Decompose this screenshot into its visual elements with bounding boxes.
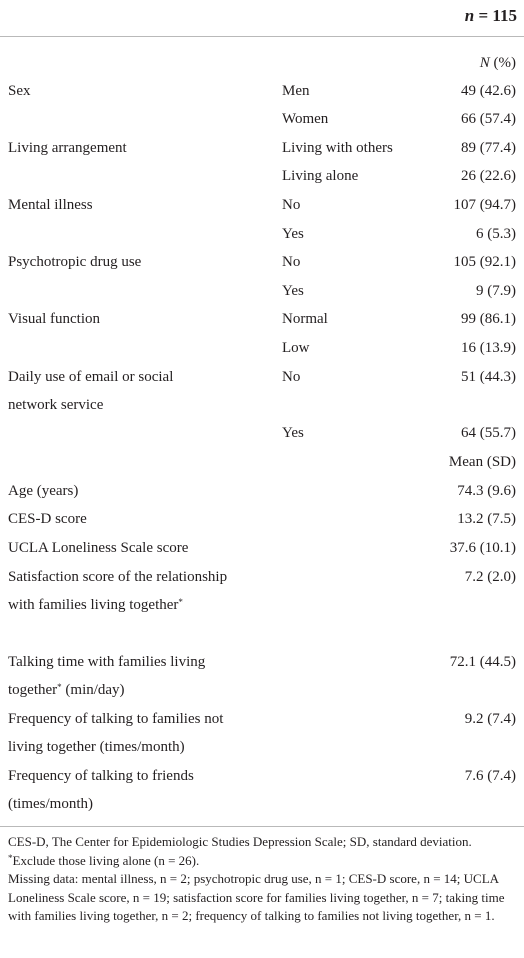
variable-label: Psychotropic drug use: [8, 254, 142, 270]
variable-label: Frequency of talking to friends (times/month): [8, 768, 194, 812]
table-row: [0, 277, 524, 305]
table-row: [0, 220, 524, 248]
table-row: [0, 305, 524, 333]
level-label: Men: [282, 83, 310, 99]
table-row: [0, 534, 524, 562]
sample-size: n = 115: [464, 6, 517, 25]
table-row: [0, 705, 524, 761]
variable-label: Sex: [8, 83, 31, 99]
missing-data-note: Missing data: mental illness, n = 2; psychotropic drug use, n = 1; CES-D score, n = 14; UCLA Loneliness Scale score, n = 19; satisfaction score for families living together, n = 7; taking time with families living together, n = 2; frequency of talking to families not living together, n = 1.: [8, 871, 505, 923]
level-label: Yes: [282, 226, 304, 242]
value-cell: 37.6 (10.1): [449, 540, 516, 556]
table-row: [0, 334, 524, 362]
level-label: Normal: [282, 311, 328, 327]
footnote-marker: *: [178, 597, 183, 607]
variable-label: UCLA Loneliness Scale score: [8, 540, 189, 556]
variable-label: Frequency of talking to families not living together (times/month): [8, 711, 224, 755]
value-cell: 7.6 (7.4): [464, 768, 516, 784]
level-label: No: [282, 369, 301, 385]
table-row: [0, 505, 524, 533]
table-row: [0, 191, 524, 219]
table-row: [0, 477, 524, 505]
value-cell: 9.2 (7.4): [464, 711, 516, 727]
value-cell: 26 (22.6): [461, 168, 516, 184]
value-cell: 6 (5.3): [476, 226, 516, 242]
value-cell: 13.2 (7.5): [457, 511, 516, 527]
table-row: [0, 134, 524, 162]
table-row: [0, 162, 524, 190]
table-row: [0, 648, 524, 704]
value-cell: 64 (55.7): [461, 425, 516, 441]
table-row: [0, 77, 524, 105]
column-header-row: [0, 49, 524, 77]
level-label: Yes: [282, 425, 304, 441]
table-row: [0, 419, 524, 447]
column-header-row: [0, 448, 524, 476]
abbreviations-note: CES-D, The Center for Epidemiologic Studies Depression Scale; SD, standard deviation.: [8, 834, 472, 849]
value-cell: 9 (7.9): [476, 283, 516, 299]
exclude-note: *Exclude those living alone (n = 26).: [8, 852, 200, 868]
level-label: Living with others: [282, 140, 393, 156]
table-row: [0, 105, 524, 133]
value-cell: 16 (13.9): [461, 340, 516, 356]
variable-label: Living arrangement: [8, 140, 127, 156]
value-cell: 72.1 (44.5): [449, 654, 516, 670]
table-row: [0, 762, 524, 818]
level-label: No: [282, 197, 301, 213]
value-cell: 7.2 (2.0): [464, 569, 516, 585]
variable-label: Age (years): [8, 483, 79, 499]
variable-label: Daily use of email or social network service: [8, 369, 174, 413]
variable-label: CES-D score: [8, 511, 87, 527]
variable-label: Visual function: [8, 311, 100, 327]
table-row: [0, 363, 524, 419]
level-label: Living alone: [282, 168, 359, 184]
value-cell: 74.3 (9.6): [457, 483, 516, 499]
value-cell: 49 (42.6): [461, 83, 516, 99]
table-header: [0, 0, 524, 37]
footnote-marker: *: [57, 682, 62, 692]
table-row: [0, 248, 524, 276]
value-cell: 66 (57.4): [461, 111, 516, 127]
table-footnotes: [8, 833, 516, 926]
variable-label: Satisfaction score of the relationship with families living together*: [8, 569, 228, 613]
column-header-n-percent: N (%): [479, 55, 516, 71]
table-row: [0, 563, 524, 647]
value-cell: 51 (44.3): [461, 369, 516, 385]
variable-label: Mental illness: [8, 197, 93, 213]
value-cell: 89 (77.4): [461, 140, 516, 156]
variable-label: Talking time with families living together* (min/day): [8, 654, 206, 698]
value-cell: 99 (86.1): [461, 311, 516, 327]
level-label: No: [282, 254, 301, 270]
table-bottom-rule: [0, 826, 524, 827]
value-cell: 105 (92.1): [453, 254, 516, 270]
level-label: Women: [282, 111, 329, 127]
level-label: Low: [282, 340, 310, 356]
value-cell: 107 (94.7): [453, 197, 516, 213]
column-header-mean-sd: Mean (SD): [448, 454, 516, 470]
level-label: Yes: [282, 283, 304, 299]
